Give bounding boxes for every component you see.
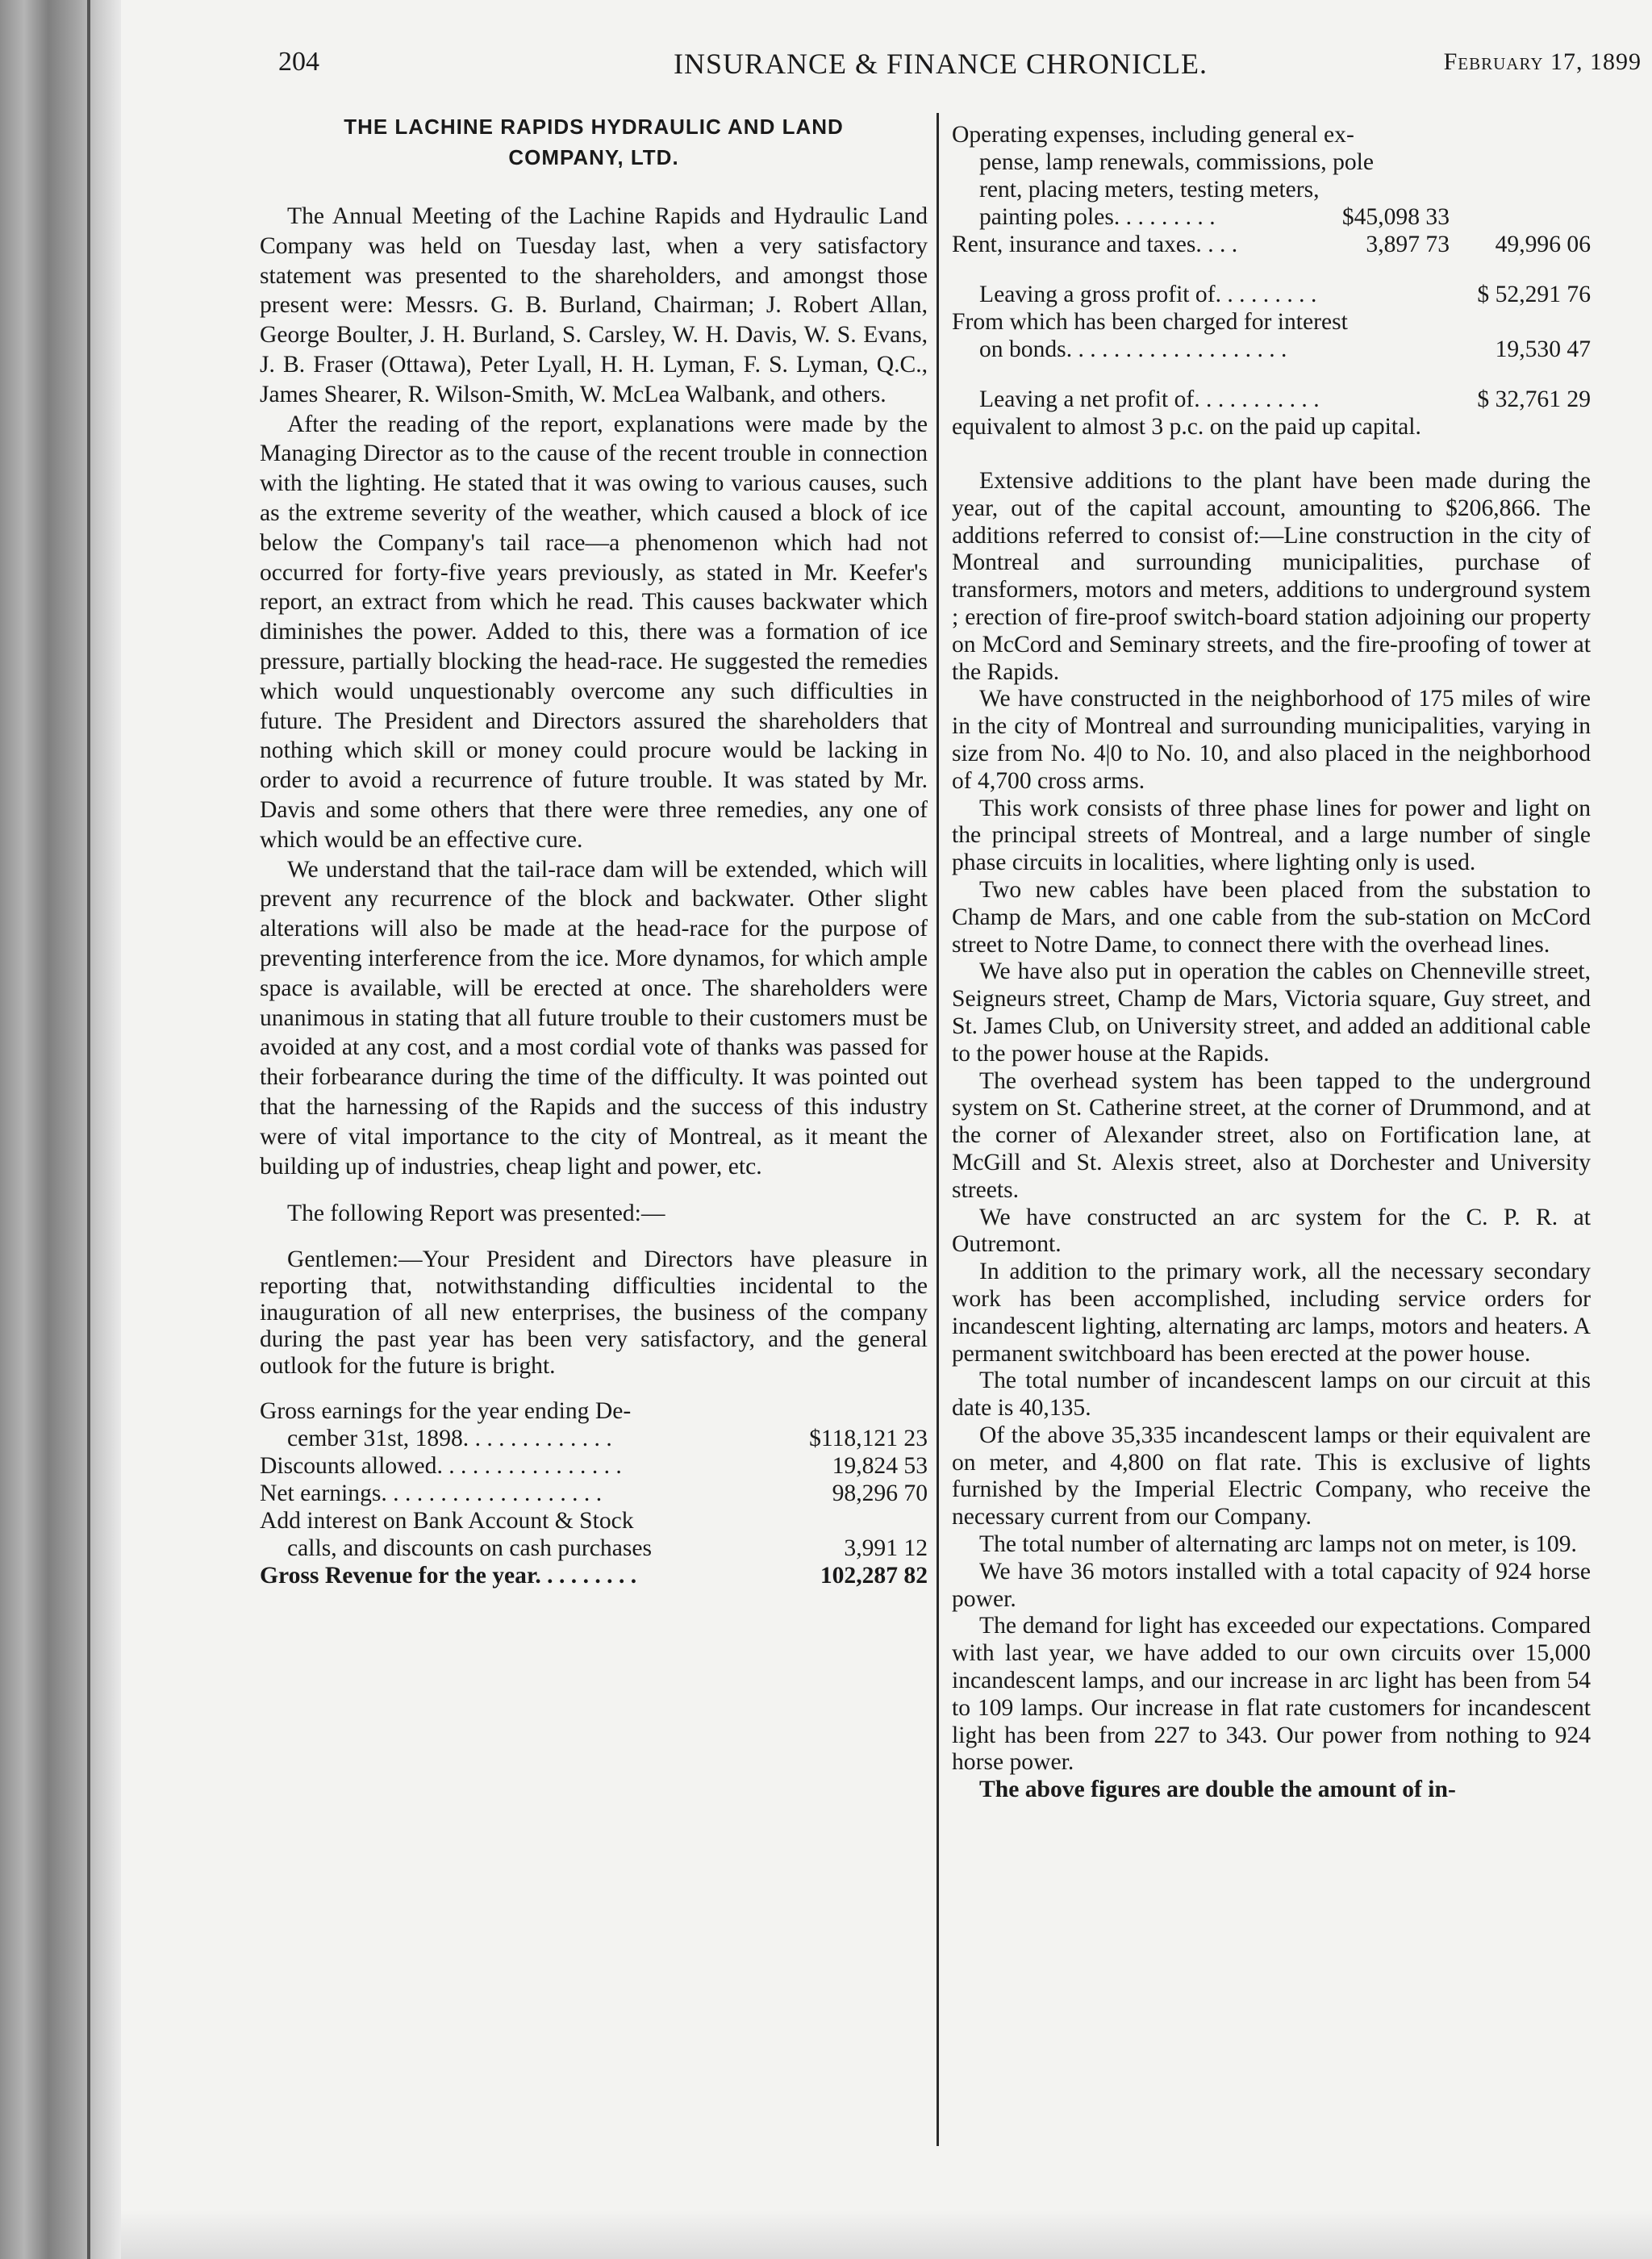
paragraph: Extensive additions to the plant have been made during the year, out of the capital account, amounting to $206,866. The additions referred to consist of:—Line construction in the city of Montreal and surrounding municipalities, purchase of transformers, motors and meters, additions to underground system ; erection of fire-proof switch-board station adjoining our property on McCord and Seminary streets, and the fire-proofing of tower at the Rapids. [952, 468, 1591, 685]
expense-statement [952, 121, 1591, 441]
paragraph: The Annual Meeting of the Lachine Rapids and Hydraulic Land Company was held on Tuesday last, when a very satisfactory statement was presented to the shareholders, and amongst those present were: Messrs. G. B. Burland, Chairman; J. Robert Allan, George Boulter, J. H. Burland, S. Carsley, W. H. Davis, W. S. Evans, J. B. Fraser (Ottawa), Peter Lyall, H. H. Lyman, F. S. Lyman, Q.C., James Shearer, R. Wilson-Smith, W. McLea Walbank, and others. [260, 203, 928, 407]
paragraph: We have 36 motors installed with a total capacity of 924 horse power. [952, 1558, 1591, 1612]
statement-label: Leaving a gross profit of. . . . . . . . . [979, 282, 1317, 307]
statement-label: painting poles. . . . . . . . . [979, 204, 1216, 230]
statement-value: 102,287 82 [820, 1563, 928, 1589]
issue-date: February 17, 1899 [1443, 48, 1642, 75]
left-column [260, 111, 928, 1589]
statement-total: $ 52,291 76 [1477, 282, 1591, 307]
running-header [278, 47, 1642, 95]
statement-label: Add interest on Bank Account & Stock [260, 1508, 634, 1535]
journal-title: INSURANCE & FINANCE CHRONICLE. [674, 48, 1208, 80]
paragraph: We have constructed an arc system for the C. P. R. at Outremont. [952, 1204, 1591, 1258]
statement-label: Operating expenses, including general ex- [952, 122, 1354, 148]
paragraph: We have constructed in the neighborhood of 175 miles of wire in the city of Montreal and surrounding municipalities, varying in size from No. 4|0 to No. 10, and also placed in the neighborhood of 4,700 cross arms. [952, 686, 1591, 794]
statement-label: Discounts allowed. . . . . . . . . . . . . . . . [260, 1453, 622, 1480]
statement-value: $45,098 33 [1341, 204, 1450, 230]
statement-value: 19,824 53 [832, 1453, 928, 1480]
paragraph: The overhead system has been tapped to the underground system on St. Catherine street, at the corner of Drummond, and at the corner of Alexander street, also on Fortification lane, at McGill and St. Alexis street, also at Dorchester and University streets. [952, 1067, 1591, 1203]
paragraph: This work consists of three phase lines for power and light on the principal streets of Montreal, and a large number of single phase circuits in localities, where lighting only is used. [952, 795, 1591, 876]
statement-label: rent, placing meters, testing meters, [979, 177, 1320, 203]
paragraph: After the reading of the report, explanations were made by the Managing Director as to the cause of the recent trouble in connection with the lighting. He stated that it was owing to various causes, such as the extreme severity of the weather, which caused a block of ice below the Company's tail race—a phenomenon which had not occurred for forty-five years previously, as stated in Mr. Keefer's report, an extract from which he read. This causes backwater which diminishes the power. Added to this, there was a formation of ice pressure, partially blocking the head-race. He suggested the remedies which would unquestionably overcome any such difficulties in future. The President and Directors assured the shareholders that nothing which skill or money could procure would be lacking in order to avoid a recurrence of future trouble. It was stated by Mr. Davis and some others that there were three remedies, any one of which would be an effective cure. [260, 411, 928, 853]
right-column [952, 121, 1591, 1804]
article-title [260, 111, 928, 173]
statement-total: 19,530 47 [1495, 336, 1591, 362]
binding-rule [87, 0, 90, 2259]
statement-label: Rent, insurance and taxes. . . . [952, 232, 1238, 257]
paragraph: The above figures are double the amount of in- [979, 1777, 1456, 1803]
column-divider [937, 113, 939, 2146]
statement-label: Gross earnings for the year ending De- [260, 1398, 632, 1425]
paragraph: The following Report was presented:— [287, 1200, 665, 1227]
statement-value: 3,897 73 [1366, 232, 1450, 257]
paragraph: We understand that the tail-race dam will be extended, which will prevent any recurrence of the block and backwater. Other slight alterations will also be made at the head-race for the purpose of preventing interference from the ice. More dynamos, for which ample space is available, will be erected at once. The shareholders were unanimous in stating that all future trouble to their customers must be avoided at any cost, and a most cordial vote of thanks was passed for their forbearance during the time of the difficulty. It was pointed out that the harnessing of the Rapids and the success of this industry were of vital importance to the city of Montreal, as it meant the building up of industries, cheap light and power, etc. [260, 856, 928, 1180]
page-edge [121, 2211, 1652, 2259]
paragraph: Two new cables have been placed from the substation to Champ de Mars, and one cable from the sub-station on McCord street to Notre Dame, to connect there with the overhead lines. [952, 876, 1591, 958]
book-binding [0, 0, 121, 2259]
paragraph: Gentlemen:—Your President and Directors have pleasure in reporting that, notwithstanding difficulties incidental to the inauguration of all new enterprises, the business of the company during the past year has been very satisfactory, and the general outlook for the future is bright. [260, 1246, 928, 1380]
paragraph: The total number of alternating arc lamps not on meter, is 109. [979, 1531, 1577, 1558]
paragraph: The demand for light has exceeded our expectations. Compared with last year, we have added to our own circuits over 15,000 incandescent lamps, and our increase in arc light has been from 54 to 109 lamps. Our increase in flat rate customers for incandescent light has been from 227 to 343. Our power from nothing to 924 horse power. [952, 1613, 1591, 1776]
statement-label: on bonds. . . . . . . . . . . . . . . . . . . [979, 336, 1287, 362]
statement-value: 98,296 70 [832, 1480, 928, 1507]
earnings-statement [260, 1397, 928, 1589]
statement-value: $118,121 23 [809, 1426, 928, 1452]
paragraph: We have also put in operation the cables on Chenneville street, Seigneurs street, Champ de Mars, Victoria square, Guy street, and St. James Club, on University street, and added an additional cable to the power house at the Rapids. [952, 958, 1591, 1067]
statement-label: calls, and discounts on cash purchases [287, 1535, 653, 1562]
statement-total: 49,996 06 [1495, 232, 1591, 257]
statement-label: Gross Revenue for the year. . . . . . . . . [260, 1563, 637, 1589]
statement-label: From which has been charged for interest [952, 309, 1348, 335]
statement-note: equivalent to almost 3 p.c. on the paid up capital. [952, 414, 1421, 440]
statement-label: Net earnings. . . . . . . . . . . . . . . . . . . [260, 1480, 603, 1507]
statement-label: pense, lamp renewals, commissions, pole [979, 149, 1375, 175]
statement-label: cember 31st, 1898. . . . . . . . . . . . . [287, 1426, 612, 1452]
statement-total: $ 32,761 29 [1477, 386, 1591, 412]
paragraph: The total number of incandescent lamps on our circuit at this date is 40,135. [952, 1368, 1591, 1422]
paragraph: Of the above 35,335 incandescent lamps or their equivalent are on meter, and 4,800 on flat rate. This is exclusive of lights furnished by the Imperial Electric Company, who receive the necessary current from our Company. [952, 1422, 1591, 1530]
article-title-line-1: THE LACHINE RAPIDS HYDRAULIC AND LAND [344, 115, 844, 139]
article-title-line-2: COMPANY, LTD. [508, 145, 679, 169]
statement-value: 3,991 12 [844, 1535, 928, 1562]
page-number: 204 [278, 47, 319, 77]
statement-label: Leaving a net profit of. . . . . . . . . . . [979, 386, 1320, 412]
paragraph: In addition to the primary work, all the necessary secondary work has been accomplished, including service orders for incandescent lighting, alternating arc lamps, motors and heaters. A permanent switchboard has been erected at the power house. [952, 1259, 1591, 1367]
